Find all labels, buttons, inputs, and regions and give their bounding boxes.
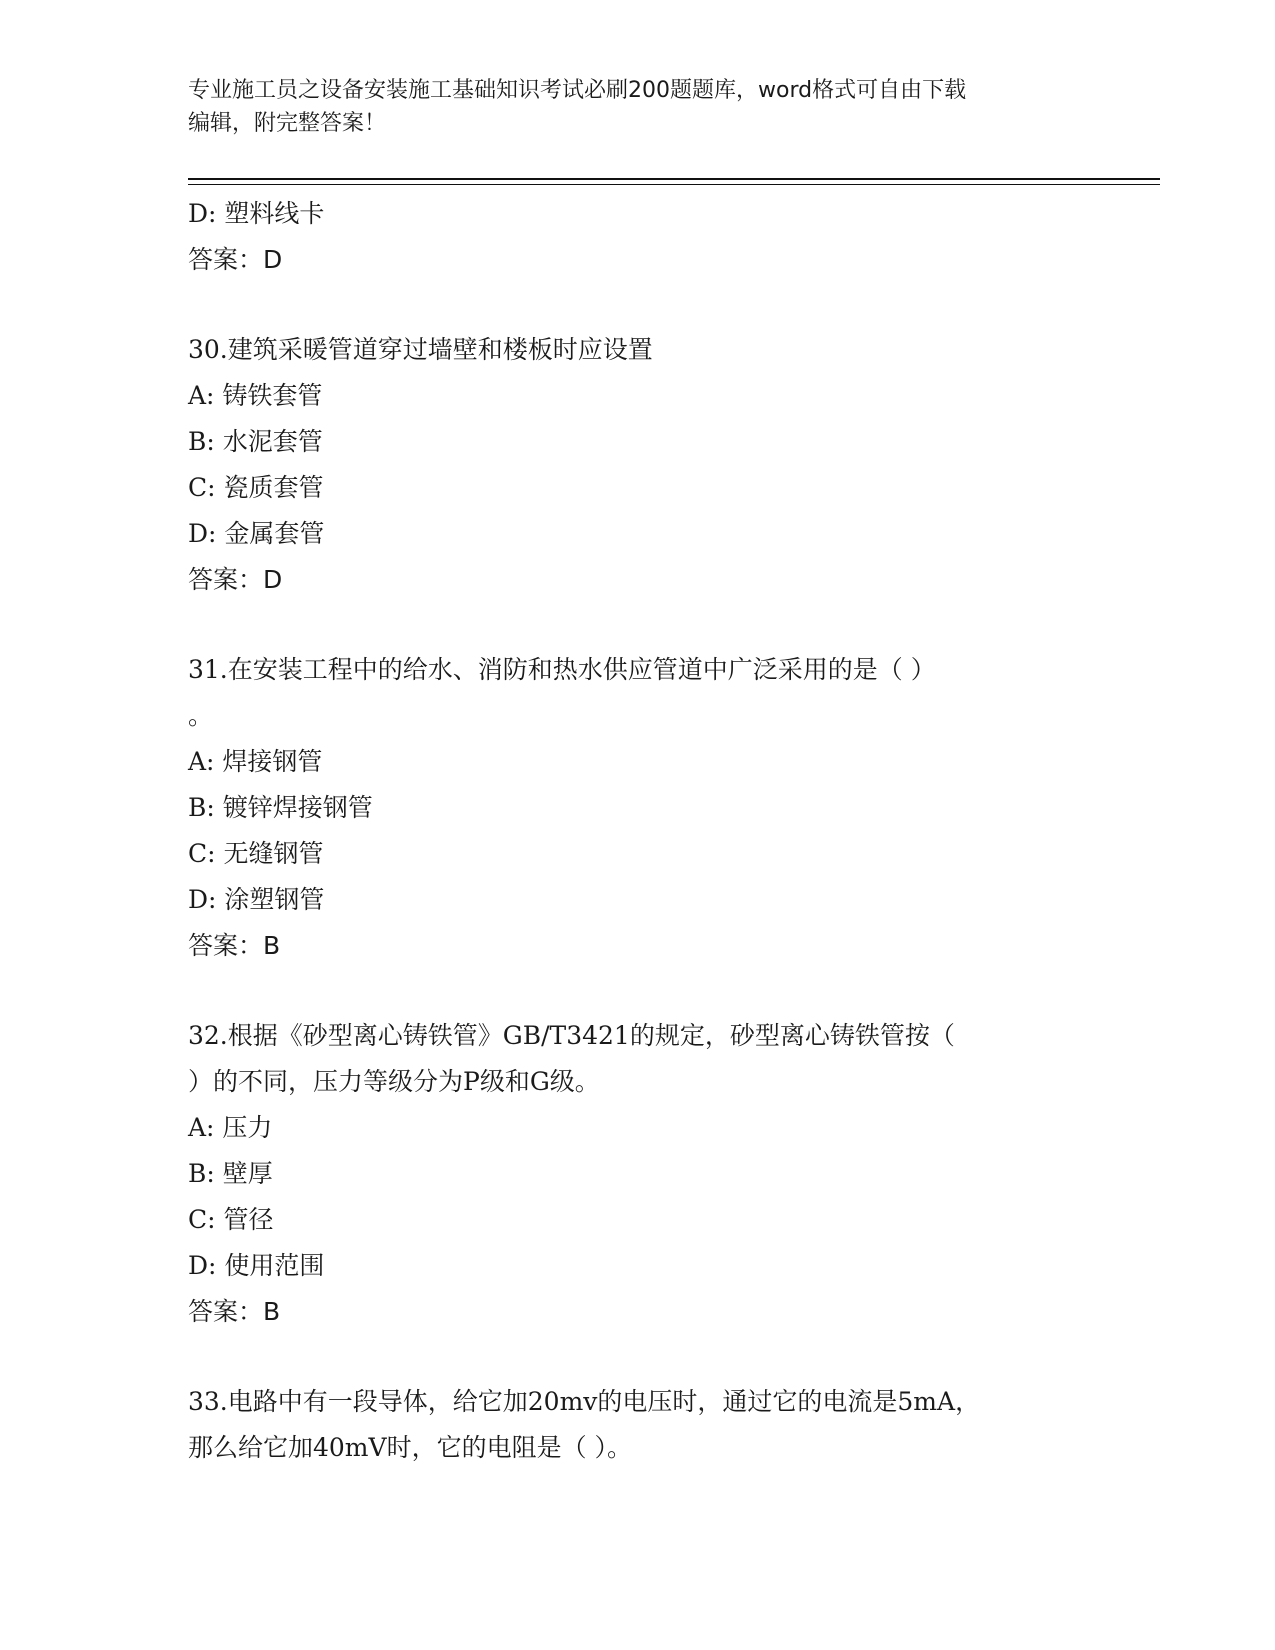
option-b: B: 镀锌焊接钢管: [188, 793, 373, 822]
question-31: [188, 647, 1088, 969]
question-stem-line: 33.电路中有一段导体，给它加20mv的电压时，通过它的电流是5mA，: [188, 1387, 981, 1416]
spacer: [188, 969, 1088, 1013]
question-stem: [188, 1379, 1088, 1471]
option-c: C: 无缝钢管: [188, 839, 324, 868]
spacer: [188, 1335, 1088, 1379]
option-a: A: 焊接钢管: [188, 747, 323, 776]
document-header: [188, 74, 1088, 140]
header-divider-thick: [188, 178, 1160, 180]
option-b: B: 水泥套管: [188, 427, 323, 456]
question-stem: [188, 327, 1088, 373]
option-d: D: 涂塑钢管: [188, 885, 325, 914]
option-c: C: 管径: [188, 1205, 274, 1234]
question-stem-line: ）的不同，压力等级分为P级和G级。: [188, 1067, 600, 1096]
option-d: D: 使用范围: [188, 1251, 325, 1280]
option-a: A: 压力: [188, 1113, 273, 1142]
question-stem-line: 32.根据《砂型离心铸铁管》GB/T3421的规定，砂型离心铸铁管按（: [188, 1021, 955, 1050]
question-stem: [188, 647, 1088, 739]
question-stem-line: 30.建筑采暖管道穿过墙壁和楼板时应设置: [188, 335, 653, 364]
question-32: [188, 1013, 1088, 1335]
option-c: C: 瓷质套管: [188, 473, 324, 502]
option-d: D: 金属套管: [188, 519, 325, 548]
option-a: A: 铸铁套管: [188, 381, 323, 410]
question-stem-line: 。: [188, 701, 214, 730]
question-stem-line: 那么给它加40mV时，它的电阻是（ ）。: [188, 1433, 633, 1462]
answer-line: 答案：D: [188, 565, 283, 594]
question-33: [188, 1379, 1088, 1471]
answer-line: 答案：D: [188, 245, 283, 274]
spacer: [188, 283, 1088, 327]
question-stem: [188, 1013, 1088, 1105]
header-line-1: 专业施工员之设备安装施工基础知识考试必刷200题题库，word格式可自由下载: [188, 78, 967, 103]
header-divider-thin: [188, 184, 1160, 185]
answer-line: 答案：B: [188, 931, 281, 960]
answer-line: 答案：B: [188, 1297, 281, 1326]
option-d: D: 塑料线卡: [188, 199, 325, 228]
header-line-2: 编辑，附完整答案！: [188, 111, 387, 136]
option-b: B: 壁厚: [188, 1159, 273, 1188]
question-list: [188, 191, 1088, 1471]
previous-question-tail: [188, 191, 1088, 283]
question-30: [188, 327, 1088, 603]
question-stem-line: 31.在安装工程中的给水、消防和热水供应管道中广泛采用的是（ ）: [188, 655, 936, 684]
spacer: [188, 603, 1088, 647]
